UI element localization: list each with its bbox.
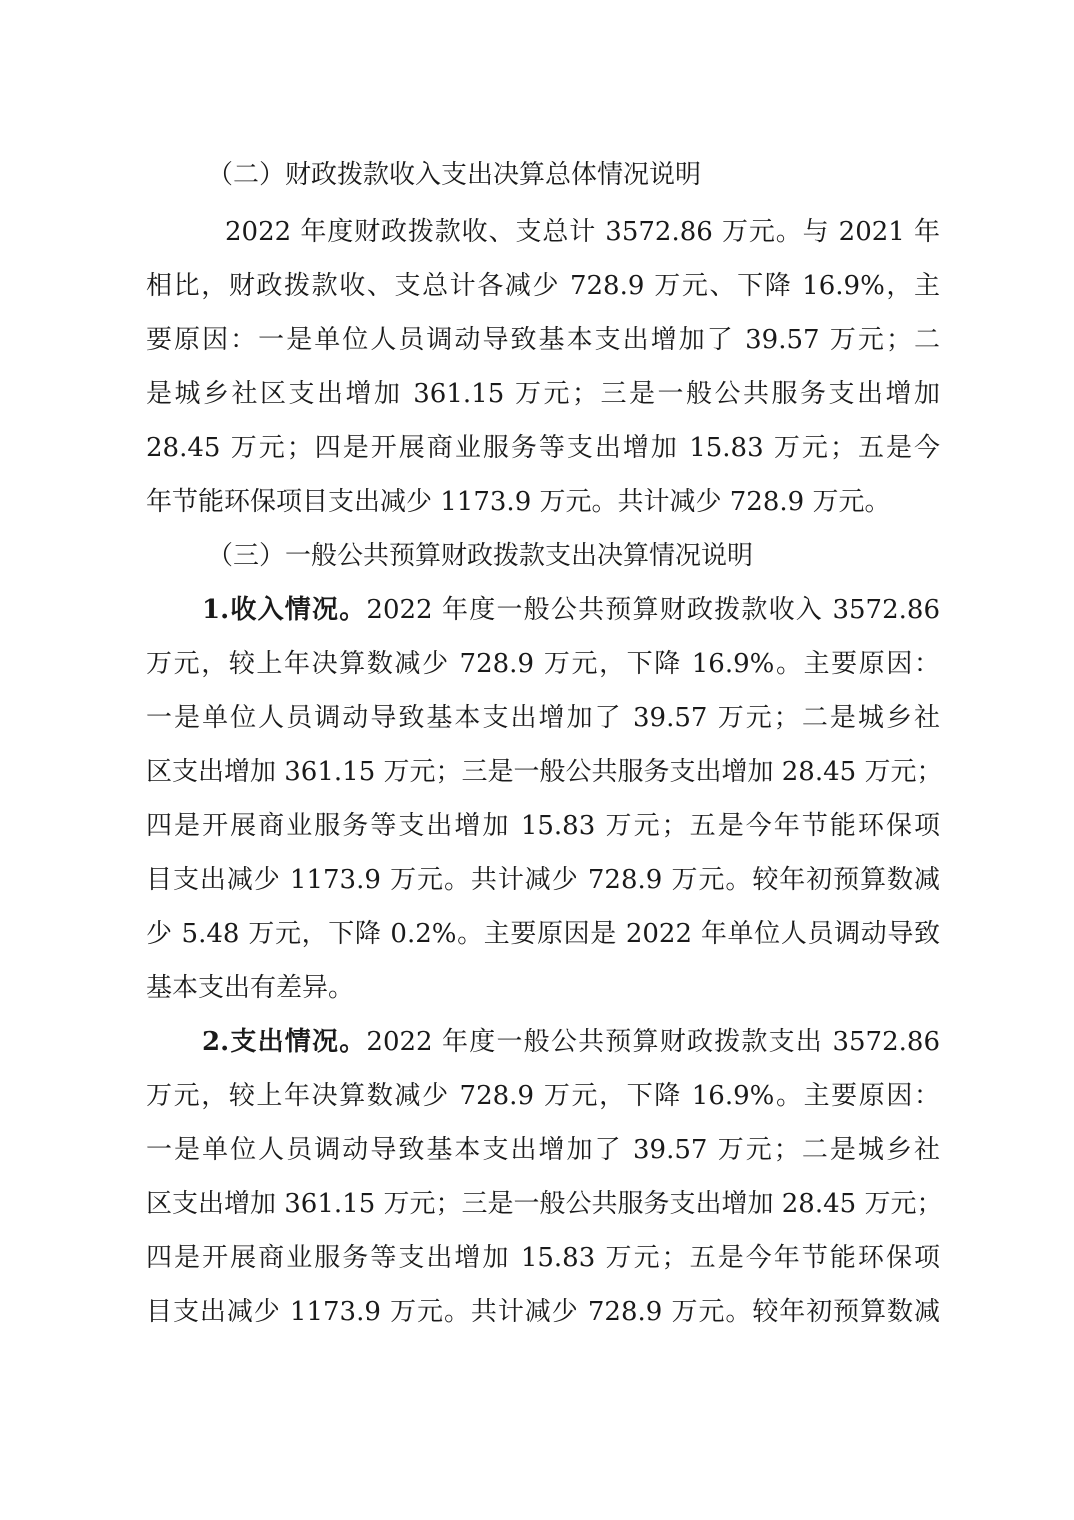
section2-line-3: 要原因：一是单位人员调动导致基本支出增加了 39.57 万元；二 — [146, 325, 940, 355]
section2-line-1: 2022 年度财政拨款收、支总计 3572.86 万元。与 2021 年 — [225, 217, 940, 247]
income-line-3: 一是单位人员调动导致基本支出增加了 39.57 万元；二是城乡社 — [146, 703, 940, 733]
income-first-line — [202, 590, 940, 630]
section2-line-6: 年节能环保项目支出减少 1173.9 万元。共计减少 728.9 万元。 — [146, 487, 891, 517]
expense-first-line-text: 2022 年度一般公共预算财政拨款支出 3572.86 — [366, 1027, 940, 1057]
income-label: 1.收入情况。 — [202, 595, 367, 625]
expense-line-5: 四是开展商业服务等支出增加 15.83 万元；五是今年节能环保项 — [146, 1243, 940, 1273]
section2-line-4: 是城乡社区支出增加 361.15 万元；三是一般公共服务支出增加 — [146, 379, 940, 409]
expense-line-6: 目支出减少 1173.9 万元。共计减少 728.9 万元。较年初预算数减 — [146, 1297, 940, 1327]
income-line-6: 目支出减少 1173.9 万元。共计减少 728.9 万元。较年初预算数减 — [146, 865, 940, 895]
income-line-8: 基本支出有差异。 — [146, 973, 355, 1003]
income-line-2: 万元，较上年决算数减少 728.9 万元，下降 16.9%。主要原因： — [146, 649, 940, 679]
section2-heading: （二）财政拨款收入支出决算总体情况说明 — [207, 160, 702, 190]
expense-line-3: 一是单位人员调动导致基本支出增加了 39.57 万元；二是城乡社 — [146, 1135, 940, 1165]
section2-line-2: 相比，财政拨款收、支总计各减少 728.9 万元、下降 16.9%，主 — [146, 271, 940, 301]
expense-line-2: 万元，较上年决算数减少 728.9 万元，下降 16.9%。主要原因： — [146, 1081, 940, 1111]
income-line-4: 区支出增加 361.15 万元；三是一般公共服务支出增加 28.45 万元； — [146, 757, 943, 787]
income-first-line-text: 2022 年度一般公共预算财政拨款收入 3572.86 — [366, 595, 940, 625]
expense-label: 2.支出情况。 — [202, 1027, 367, 1057]
section3-heading: （三）一般公共预算财政拨款支出决算情况说明 — [207, 541, 754, 571]
income-line-5: 四是开展商业服务等支出增加 15.83 万元；五是今年节能环保项 — [146, 811, 940, 841]
expense-line-4: 区支出增加 361.15 万元；三是一般公共服务支出增加 28.45 万元； — [146, 1189, 943, 1219]
income-line-7: 少 5.48 万元，下降 0.2%。主要原因是 2022 年单位人员调动导致 — [146, 919, 940, 949]
section2-line-5: 28.45 万元；四是开展商业服务等支出增加 15.83 万元；五是今 — [146, 433, 940, 463]
expense-first-line — [202, 1022, 940, 1062]
